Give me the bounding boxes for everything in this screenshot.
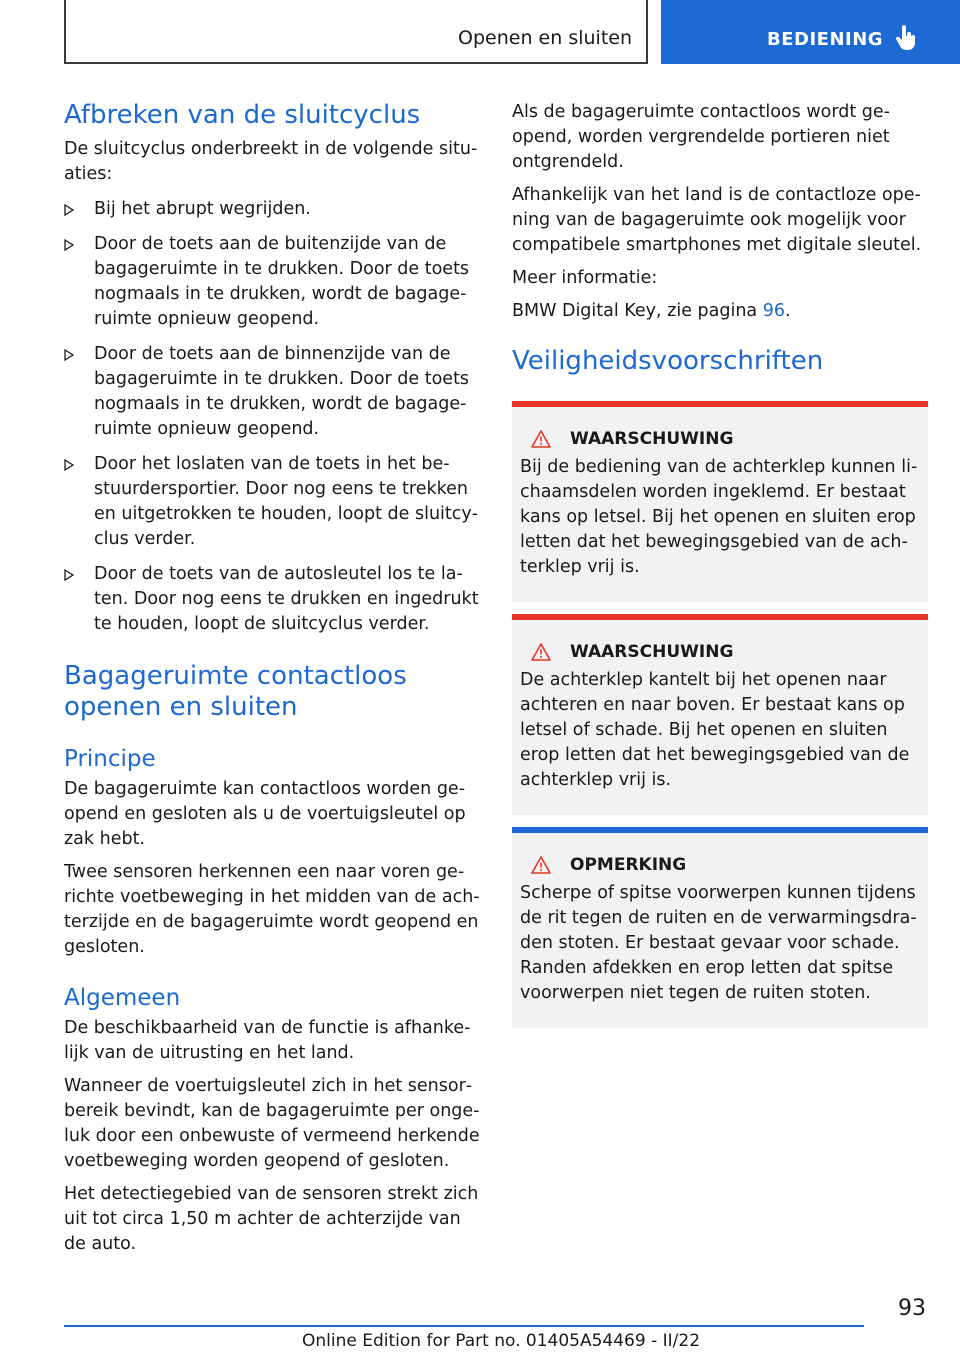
note-title: OPMERKING bbox=[570, 855, 687, 875]
warning-title: WAARSCHUWING bbox=[570, 642, 734, 662]
right-column bbox=[512, 100, 928, 1028]
note-text: Scherpe of spitse voorwerpen kunnen tijdens de rit tegen de ruiten en de verwarmingsdraden stoten. Er bestaat gevaar voor schade. Randen afdekken en erop letten dat spitse voorwerpen niet tegen de ruiten stoten. bbox=[520, 883, 917, 1003]
warning-triangle-icon bbox=[530, 642, 552, 662]
warning-header bbox=[520, 642, 918, 662]
paragraph-general-3: Het detectiegebied van de sensoren strekt zich uit tot circa 1,50 m achter de achterzijde van de auto. bbox=[64, 1184, 479, 1254]
left-column bbox=[64, 100, 480, 1257]
triangle-bullet-icon bbox=[64, 459, 74, 471]
hand-pointer-icon bbox=[895, 25, 917, 51]
edition-label: Online Edition for Part no. 01405A54469 - II/22 bbox=[302, 1331, 701, 1351]
paragraph-doors: Als de bagageruimte contactloos wordt geopend, worden vergrendelde portieren niet ontgrendeld. bbox=[512, 102, 890, 172]
warning-title: WAARSCHUWING bbox=[570, 429, 734, 449]
abort-bullet-list bbox=[64, 197, 480, 637]
paragraph-principle-1: De bagageruimte kan contactloos worden geopend en gesloten als u de voertuigsleutel op zak hebt. bbox=[64, 779, 466, 849]
paragraph-smartphone: Afhankelijk van het land is de contactloze opening van de bagageruimte ook mogelijk voor compatibele smartphones met digitale sleutel. bbox=[512, 185, 922, 255]
warning-header bbox=[520, 429, 918, 449]
paragraph-reference bbox=[512, 299, 928, 324]
bullet-text: Bij het abrupt wegrijden. bbox=[94, 199, 311, 219]
heading-abort-closing: Afbreken van de sluitcyclus bbox=[64, 100, 421, 130]
list-item bbox=[64, 342, 480, 442]
reference-text: BMW Digital Key, zie pagina bbox=[512, 301, 763, 321]
warning-box-2 bbox=[512, 614, 928, 815]
triangle-bullet-icon bbox=[64, 349, 74, 361]
section-title: Openen en sluiten bbox=[458, 27, 632, 49]
warning-triangle-icon bbox=[530, 855, 552, 875]
triangle-bullet-icon bbox=[64, 239, 74, 251]
heading-safety: Veiligheidsvoorschriften bbox=[512, 346, 824, 376]
heading-contactless: Bagageruimte contactloos openen en sluiten bbox=[64, 661, 407, 722]
list-item bbox=[64, 562, 480, 637]
header-section-box bbox=[64, 0, 648, 64]
warning-text: Bij de bediening van de achterklep kunnen lichaamsdelen worden ingeklemd. Er bestaat kans op letsel. Bij het openen en sluiten erop letten dat het bewegingsgebied van de achterklep vrij is. bbox=[520, 457, 918, 577]
page-link-96[interactable]: 96 bbox=[762, 301, 785, 321]
page-number: 93 bbox=[898, 1296, 926, 1321]
paragraph-more-info: Meer informatie: bbox=[512, 268, 658, 288]
list-item bbox=[64, 197, 480, 222]
bullet-text: Door de toets van de autosleutel los te laten. Door nog eens te drukken en ingedrukt te houden, loopt de sluitcyclus verder. bbox=[94, 564, 479, 634]
warning-triangle-icon bbox=[530, 429, 552, 449]
footer-divider bbox=[64, 1325, 864, 1327]
paragraph-general-2: Wanneer de voertuigsleutel zich in het sensorbereik bevindt, kan de bagageruimte per ongeluk door een onbewuste of vermeend herkende voetbeweging worden geopend of gesloten. bbox=[64, 1076, 480, 1171]
heading-general: Algemeen bbox=[64, 985, 181, 1011]
triangle-bullet-icon bbox=[64, 569, 74, 581]
note-box bbox=[512, 827, 928, 1028]
reference-end: . bbox=[784, 301, 791, 321]
list-item bbox=[64, 452, 480, 552]
heading-principle: Principe bbox=[64, 746, 156, 772]
list-item bbox=[64, 232, 480, 332]
warning-text: De achterklep kantelt bij het openen naar achteren en naar boven. Er bestaat kans op letsel of schade. Bij het openen en sluiten erop letten dat het bewegingsgebied van de achterklep vrij is. bbox=[520, 670, 910, 790]
bullet-text: Door de toets aan de buitenzijde van de bagageruimte in te drukken. Door de toets nogmaals in te drukken, wordt de bagageruimte opnieuw geopend. bbox=[94, 234, 470, 329]
triangle-bullet-icon bbox=[64, 204, 74, 216]
warning-box-1 bbox=[512, 401, 928, 602]
bullet-text: Door het loslaten van de toets in het bestuurdersportier. Door nog eens te trekken en uitgetrokken te houden, loopt de sluitcyclus verder. bbox=[94, 454, 479, 549]
note-header bbox=[520, 855, 918, 875]
paragraph-principle-2: Twee sensoren herkennen een naar voren gerichte voetbeweging in het midden van de achterzijde en de bagageruimte wordt geopend en gesloten. bbox=[64, 862, 480, 957]
bullet-text: Door de toets aan de binnenzijde van de bagageruimte in te drukken. Door de toets nogmaals in te drukken, wordt de bagageruimte opnieuw geopend. bbox=[94, 344, 470, 439]
paragraph-general-1: De beschikbaarheid van de functie is afhankelijk van de uitrusting en het land. bbox=[64, 1018, 471, 1063]
paragraph-abort-intro: De sluitcyclus onderbreekt in de volgende situaties: bbox=[64, 139, 478, 184]
header-chapter-tab[interactable] bbox=[661, 0, 960, 64]
chapter-title: BEDIENING bbox=[767, 29, 884, 50]
